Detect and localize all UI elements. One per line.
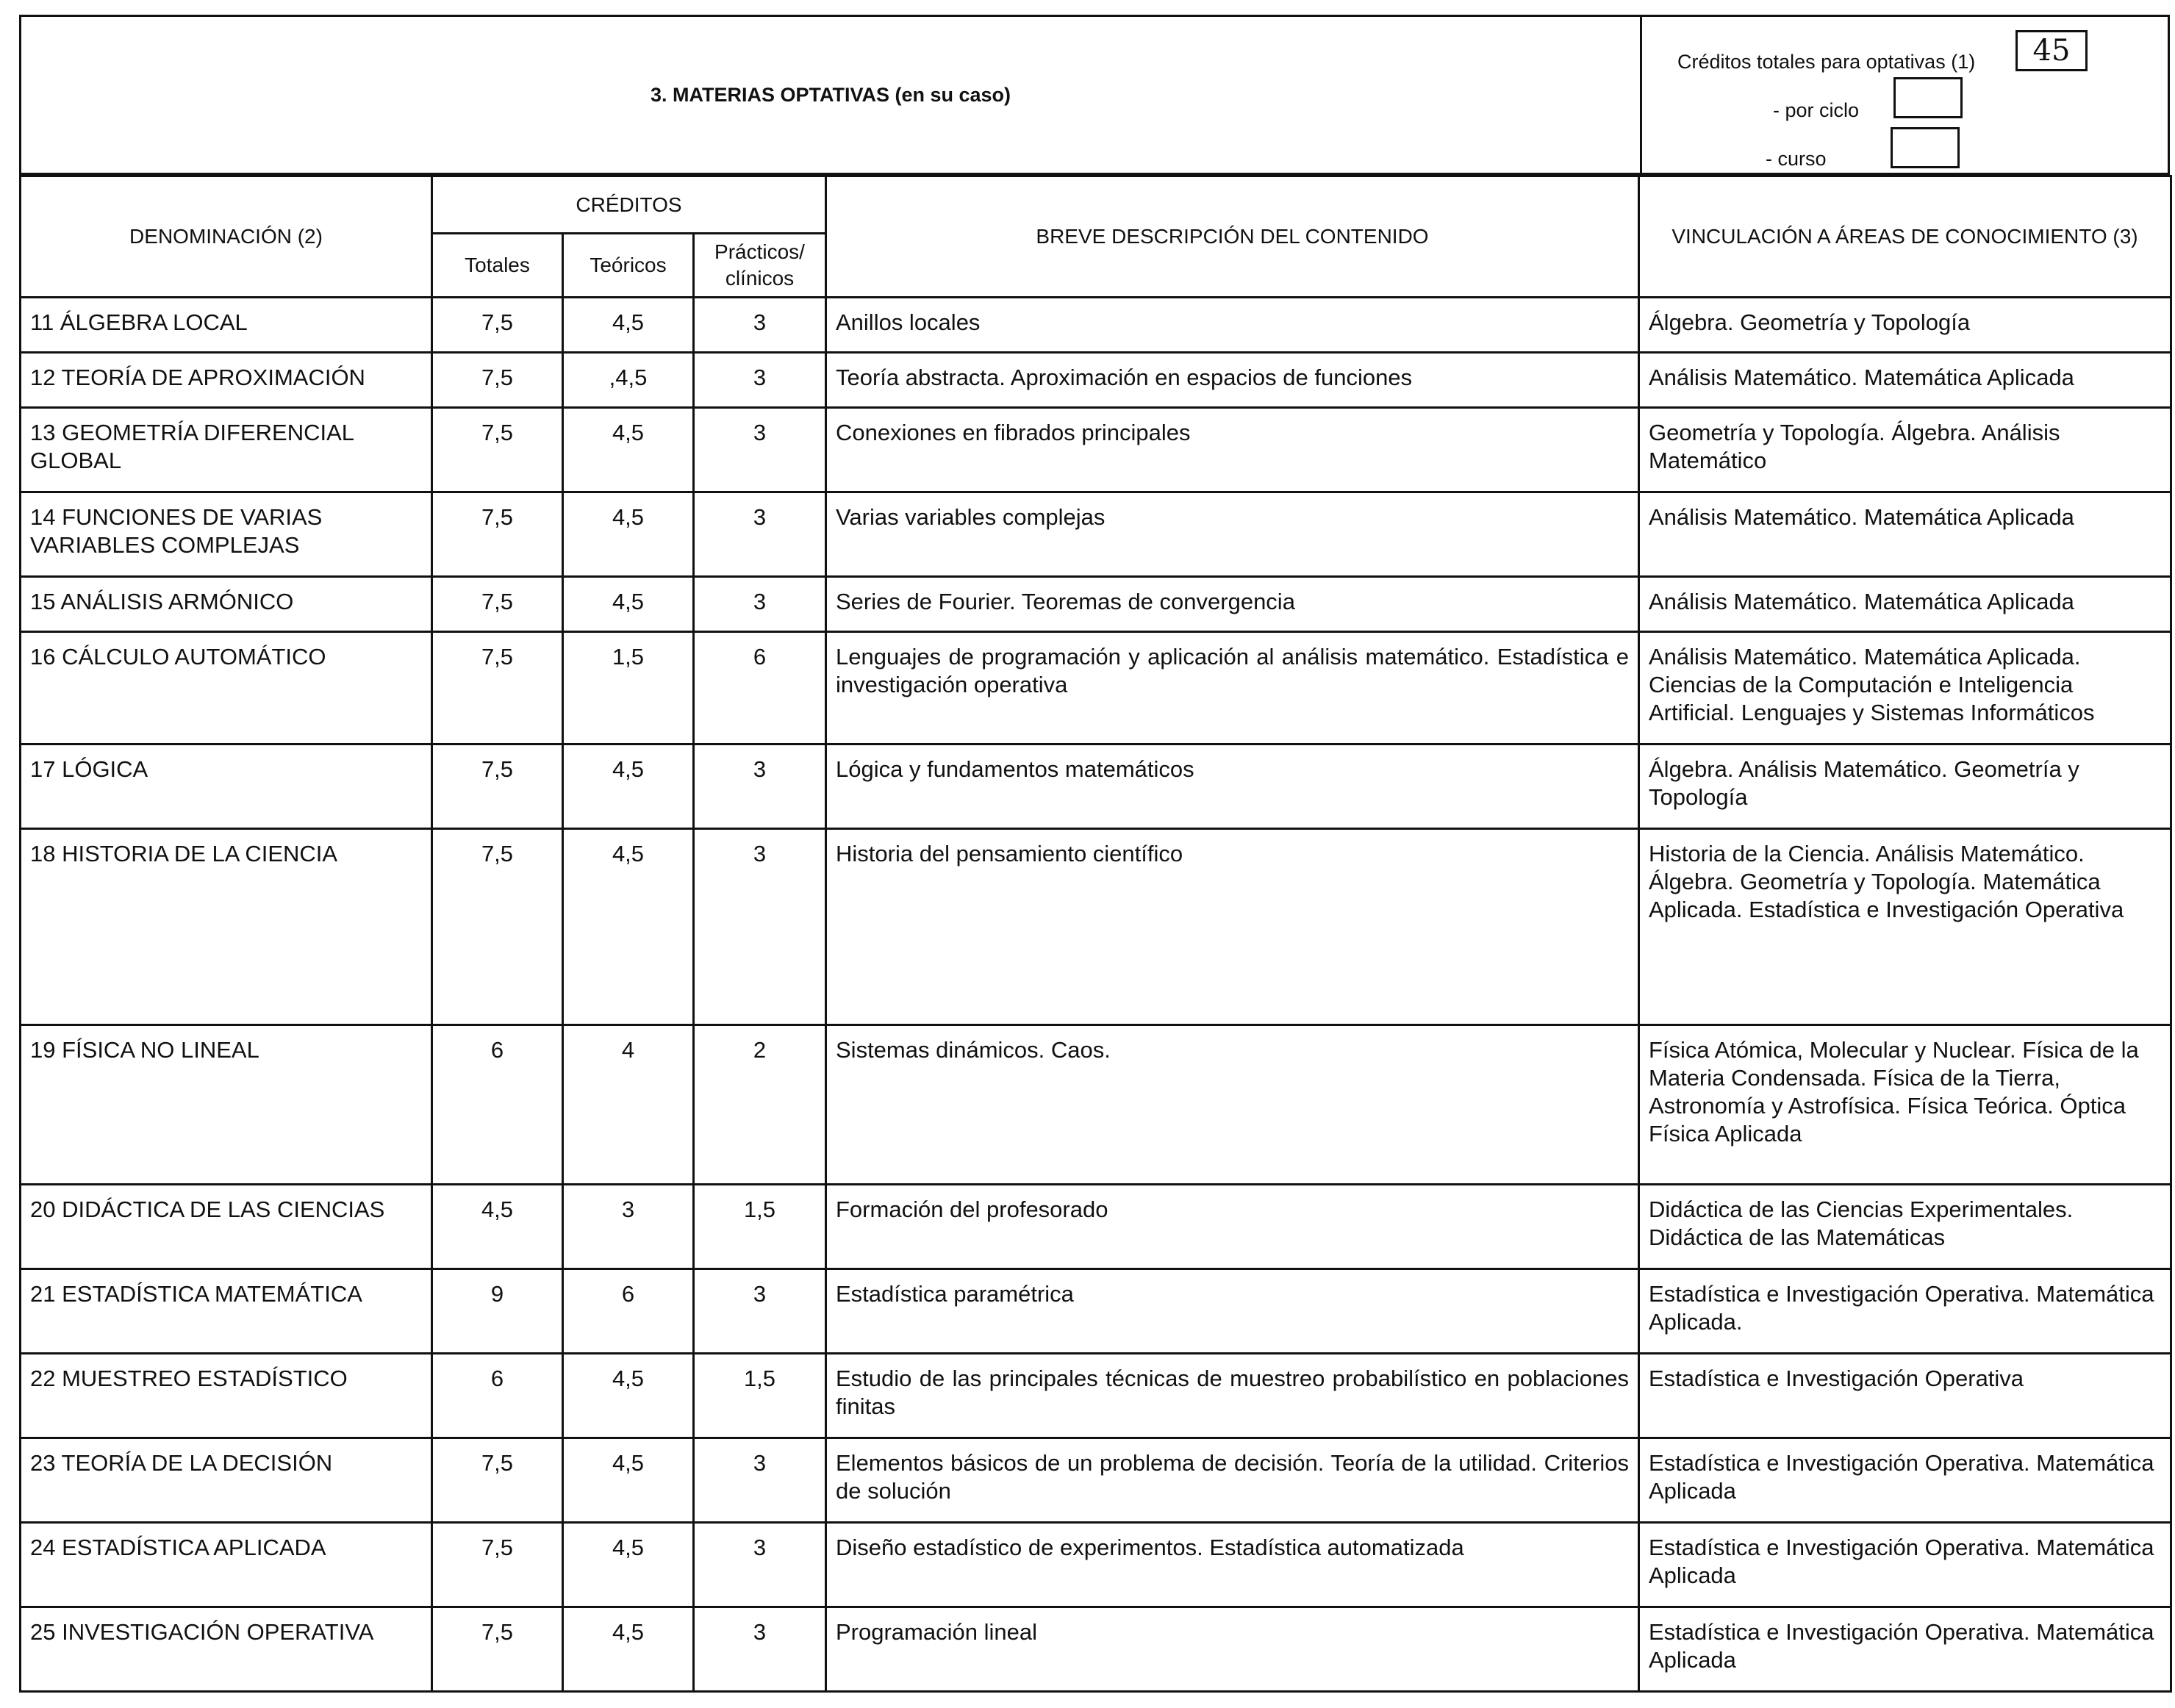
row-vinculacion: Estadística e Investigación Operativa. Matemática Aplicada bbox=[1639, 1438, 2171, 1523]
creditos-totales-label: Créditos totales para optativas (1) bbox=[1677, 51, 1976, 73]
row-practicos: 3 bbox=[694, 1269, 826, 1354]
row-descripcion: Sistemas dinámicos. Caos. bbox=[826, 1025, 1639, 1185]
row-totales: 7,5 bbox=[432, 1607, 563, 1692]
table-row bbox=[21, 1185, 2171, 1269]
row-descripcion: Estudio de las principales técnicas de muestreo probabilístico en poblaciones finitas bbox=[826, 1354, 1639, 1438]
row-practicos: 3 bbox=[694, 1523, 826, 1607]
row-practicos: 3 bbox=[694, 577, 826, 632]
row-vinculacion: Estadística e Investigación Operativa bbox=[1639, 1354, 2171, 1438]
table-row bbox=[21, 298, 2171, 353]
table-row bbox=[21, 1523, 2171, 1607]
table-body bbox=[21, 298, 2171, 1692]
row-descripcion: Historia del pensamiento científico bbox=[826, 829, 1639, 1025]
row-descripcion: Estadística paramétrica bbox=[826, 1269, 1639, 1354]
table-row bbox=[21, 353, 2171, 408]
row-totales: 7,5 bbox=[432, 492, 563, 577]
row-vinculacion: Álgebra. Análisis Matemático. Geometría y Topología bbox=[1639, 744, 2171, 829]
row-practicos: 3 bbox=[694, 1438, 826, 1523]
row-teoricos: 4,5 bbox=[563, 1354, 694, 1438]
row-teoricos: 4,5 bbox=[563, 744, 694, 829]
row-totales: 7,5 bbox=[432, 829, 563, 1025]
row-teoricos: 4,5 bbox=[563, 1438, 694, 1523]
table-row bbox=[21, 1354, 2171, 1438]
row-name: 22 MUESTREO ESTADÍSTICO bbox=[21, 1354, 432, 1438]
creditos-totales-box: 45 bbox=[2015, 30, 2088, 71]
row-totales: 7,5 bbox=[432, 298, 563, 353]
row-name: 16 CÁLCULO AUTOMÁTICO bbox=[21, 632, 432, 744]
row-name: 23 TEORÍA DE LA DECISIÓN bbox=[21, 1438, 432, 1523]
row-vinculacion: Álgebra. Geometría y Topología bbox=[1639, 298, 2171, 353]
optativas-form bbox=[19, 15, 2170, 1693]
row-teoricos: 4,5 bbox=[563, 1607, 694, 1692]
row-vinculacion: Estadística e Investigación Operativa. Matemática Aplicada bbox=[1639, 1607, 2171, 1692]
row-descripcion: Teoría abstracta. Aproximación en espacios de funciones bbox=[826, 353, 1639, 408]
row-name: 13 GEOMETRÍA DIFERENCIAL GLOBAL bbox=[21, 408, 432, 492]
row-teoricos: 4,5 bbox=[563, 1523, 694, 1607]
row-vinculacion: Geometría y Topología. Álgebra. Análisis Matemático bbox=[1639, 408, 2171, 492]
row-descripcion: Lógica y fundamentos matemáticos bbox=[826, 744, 1639, 829]
credits-summary bbox=[1640, 17, 2170, 173]
row-name: 17 LÓGICA bbox=[21, 744, 432, 829]
row-name: 15 ANÁLISIS ARMÓNICO bbox=[21, 577, 432, 632]
row-teoricos: 1,5 bbox=[563, 632, 694, 744]
col-denominacion: DENOMINACIÓN (2) bbox=[21, 176, 432, 298]
table-row bbox=[21, 408, 2171, 492]
table-row bbox=[21, 1025, 2171, 1185]
row-vinculacion: Didáctica de las Ciencias Experimentales. Didáctica de las Matemáticas bbox=[1639, 1185, 2171, 1269]
row-practicos: 3 bbox=[694, 744, 826, 829]
col-practicos: Prácticos/ clínicos bbox=[694, 234, 826, 298]
row-totales: 7,5 bbox=[432, 632, 563, 744]
row-name: 12 TEORÍA DE APROXIMACIÓN bbox=[21, 353, 432, 408]
row-vinculacion: Historia de la Ciencia. Análisis Matemático. Álgebra. Geometría y Topología. Matemática Aplicada. Estadística e Investigación Operativa bbox=[1639, 829, 2171, 1025]
section-title: 3. MATERIAS OPTATIVAS (en su caso) bbox=[650, 83, 1011, 106]
row-practicos: 3 bbox=[694, 408, 826, 492]
curso-label: - curso bbox=[1766, 148, 1827, 170]
row-name: 19 FÍSICA NO LINEAL bbox=[21, 1025, 432, 1185]
row-teoricos: 4,5 bbox=[563, 577, 694, 632]
row-descripcion: Elementos básicos de un problema de decisión. Teoría de la utilidad. Criterios de solución bbox=[826, 1438, 1639, 1523]
row-descripcion: Conexiones en fibrados principales bbox=[826, 408, 1639, 492]
row-vinculacion: Análisis Matemático. Matemática Aplicada. Ciencias de la Computación e Inteligencia Artificial. Lenguajes y Sistemas Informáticos bbox=[1639, 632, 2171, 744]
row-name: 21 ESTADÍSTICA MATEMÁTICA bbox=[21, 1269, 432, 1354]
row-teoricos: 4,5 bbox=[563, 298, 694, 353]
col-vinculacion: VINCULACIÓN A ÁREAS DE CONOCIMIENTO (3) bbox=[1639, 176, 2171, 298]
row-descripcion: Lenguajes de programación y aplicación al análisis matemático. Estadística e investigación operativa bbox=[826, 632, 1639, 744]
row-totales: 6 bbox=[432, 1025, 563, 1185]
row-totales: 7,5 bbox=[432, 577, 563, 632]
materias-table bbox=[19, 175, 2172, 1693]
col-teoricos: Teóricos bbox=[563, 234, 694, 298]
row-totales: 7,5 bbox=[432, 408, 563, 492]
table-row bbox=[21, 632, 2171, 744]
row-practicos: 2 bbox=[694, 1025, 826, 1185]
form-header bbox=[19, 15, 2170, 175]
row-descripcion: Varias variables complejas bbox=[826, 492, 1639, 577]
row-practicos: 3 bbox=[694, 1607, 826, 1692]
row-teoricos: 4 bbox=[563, 1025, 694, 1185]
row-name: 18 HISTORIA DE LA CIENCIA bbox=[21, 829, 432, 1025]
row-teoricos: 4,5 bbox=[563, 492, 694, 577]
row-teoricos: 4,5 bbox=[563, 408, 694, 492]
col-totales: Totales bbox=[432, 234, 563, 298]
row-descripcion: Anillos locales bbox=[826, 298, 1639, 353]
row-practicos: 3 bbox=[694, 492, 826, 577]
row-teoricos: 3 bbox=[563, 1185, 694, 1269]
row-name: 25 INVESTIGACIÓN OPERATIVA bbox=[21, 1607, 432, 1692]
row-name: 11 ÁLGEBRA LOCAL bbox=[21, 298, 432, 353]
row-practicos: 6 bbox=[694, 632, 826, 744]
row-totales: 9 bbox=[432, 1269, 563, 1354]
por-ciclo-box bbox=[1893, 77, 1963, 118]
row-vinculacion: Análisis Matemático. Matemática Aplicada bbox=[1639, 492, 2171, 577]
col-creditos: CRÉDITOS bbox=[432, 176, 826, 234]
table-row bbox=[21, 1607, 2171, 1692]
row-name: 14 FUNCIONES DE VARIAS VARIABLES COMPLEJAS bbox=[21, 492, 432, 577]
row-totales: 7,5 bbox=[432, 1523, 563, 1607]
row-practicos: 1,5 bbox=[694, 1185, 826, 1269]
table-row bbox=[21, 829, 2171, 1025]
row-vinculacion: Estadística e Investigación Operativa. Matemática Aplicada bbox=[1639, 1523, 2171, 1607]
table-row bbox=[21, 577, 2171, 632]
row-practicos: 1,5 bbox=[694, 1354, 826, 1438]
row-practicos: 3 bbox=[694, 298, 826, 353]
table-row bbox=[21, 744, 2171, 829]
row-descripcion: Formación del profesorado bbox=[826, 1185, 1639, 1269]
table-row bbox=[21, 1269, 2171, 1354]
row-totales: 7,5 bbox=[432, 353, 563, 408]
row-vinculacion: Estadística e Investigación Operativa. Matemática Aplicada. bbox=[1639, 1269, 2171, 1354]
row-descripcion: Diseño estadístico de experimentos. Estadística automatizada bbox=[826, 1523, 1639, 1607]
row-totales: 6 bbox=[432, 1354, 563, 1438]
row-vinculacion: Análisis Matemático. Matemática Aplicada bbox=[1639, 353, 2171, 408]
table-row bbox=[21, 492, 2171, 577]
row-vinculacion: Física Atómica, Molecular y Nuclear. Física de la Materia Condensada. Física de la Tierra, Astronomía y Astrofísica. Física Teórica. Óptica Física Aplicada bbox=[1639, 1025, 2171, 1185]
por-ciclo-label: - por ciclo bbox=[1773, 99, 1860, 121]
row-teoricos: ,4,5 bbox=[563, 353, 694, 408]
row-name: 20 DIDÁCTICA DE LAS CIENCIAS bbox=[21, 1185, 432, 1269]
row-practicos: 3 bbox=[694, 829, 826, 1025]
curso-box bbox=[1891, 127, 1960, 168]
row-teoricos: 4,5 bbox=[563, 829, 694, 1025]
row-totales: 4,5 bbox=[432, 1185, 563, 1269]
row-totales: 7,5 bbox=[432, 1438, 563, 1523]
col-descripcion: BREVE DESCRIPCIÓN DEL CONTENIDO bbox=[826, 176, 1639, 298]
table-row bbox=[21, 1438, 2171, 1523]
row-name: 24 ESTADÍSTICA APLICADA bbox=[21, 1523, 432, 1607]
row-teoricos: 6 bbox=[563, 1269, 694, 1354]
row-descripcion: Series de Fourier. Teoremas de convergencia bbox=[826, 577, 1639, 632]
row-practicos: 3 bbox=[694, 353, 826, 408]
row-vinculacion: Análisis Matemático. Matemática Aplicada bbox=[1639, 577, 2171, 632]
row-totales: 7,5 bbox=[432, 744, 563, 829]
row-descripcion: Programación lineal bbox=[826, 1607, 1639, 1692]
